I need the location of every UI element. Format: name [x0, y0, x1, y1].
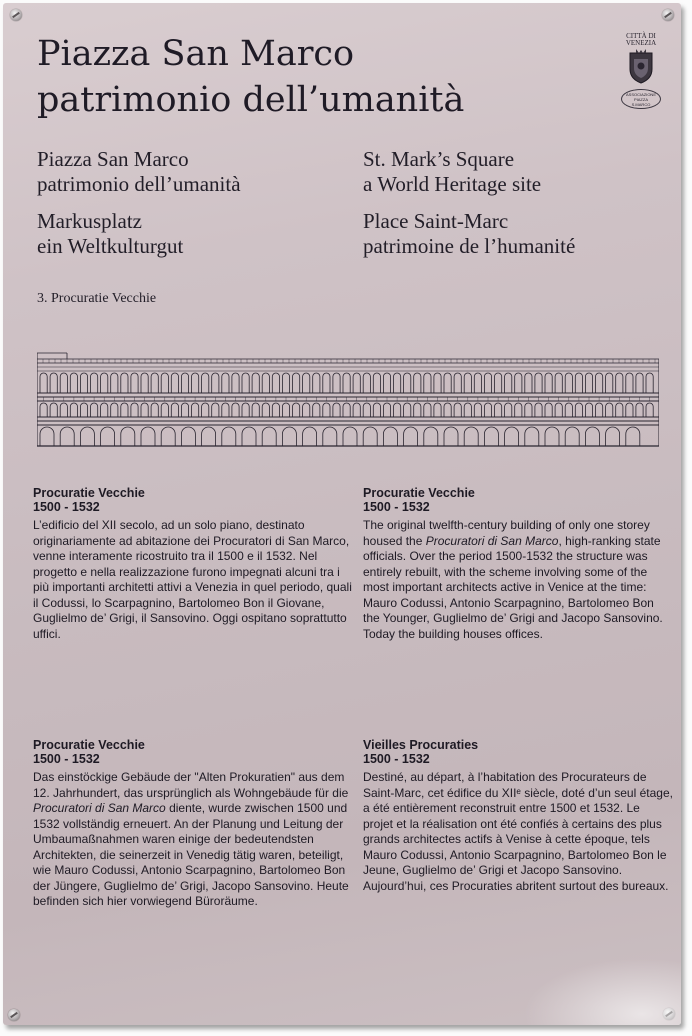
section-body: Destiné, au départ, à l’habitation des Procurateurs de Saint-Marc, cet édifice du XIIᵉ siècle, doté d’un seul étage, a été entièrement reconstruit entre 1500 et 1532. Le projet et la réalisation ont été confiés à certains des plus grands architectes actifs à Venise à cette époque, tels Mauro Codussi, Antonio Scarpagnino, Bartolomeo Bon le Jeune, Guglielmo de’ Grigi et Jacopo Sansovino. Aujourd’hui, ces Procuraties abritent surtout des bureaux.: [363, 770, 673, 893]
subtitle-german: Markusplatz ein Weltkulturgut: [37, 209, 184, 258]
badge-text: S.MARCO: [631, 101, 651, 107]
badge-text: PIAZZA: [633, 96, 648, 102]
section-body: Das einstöckige Gebäude der "Alten Prokuratien" aus dem 12. Jahrhundert, das ursprünglich als Wohngebäude für die Procuratori di San Marco diente, wurde zwischen 1500 und 1532 vollständig erneuert. An der Planung und Leitung der Umbaumaßnahmen waren einige der bedeutendsten Architekten, die seinerzeit in Venedig tätig waren, beteiligt, wie Mauro Codussi, Antonio Scarpagnino, Bartolomeo Bon der Jüngere, Guglielmo de’ Grigi, Jacopo Sansovino. Heute befinden sich hier vorwiegend Büroräume.: [33, 770, 349, 908]
section-years: 1500 - 1532: [363, 752, 430, 766]
information-plaque: [3, 3, 681, 1025]
subtitle-english: St. Mark’s Square a World Heritage site: [363, 147, 542, 196]
plate-number: 3. Procuratie Vecchie: [37, 291, 157, 306]
section-heading: Procuratie Vecchie: [33, 738, 145, 752]
section-heading: Procuratie Vecchie: [33, 486, 145, 500]
emblem-text: CITTÀ DI: [626, 32, 656, 40]
subtitle-italian: Piazza San Marco patrimonio dell’umanità: [37, 147, 241, 196]
screw-icon: [8, 1009, 20, 1021]
section-heading: Vieilles Procuraties: [363, 738, 479, 752]
plaque-title: [37, 31, 464, 123]
emblem-text: VENEZIA: [625, 39, 657, 47]
screw-icon: [662, 9, 674, 21]
screw-icon: [10, 9, 22, 21]
section-italian: [33, 486, 353, 642]
procuratie-vecchie-elevation-drawing: [37, 349, 659, 449]
section-body: L’edificio del XII secolo, ad un solo piano, destinato originariamente ad abitazione dei Procuratori di San Marco, venne interamente ricostruito tra il 1500 e il 1532. Nel progetto e nella realizzazione furono impegnati alcuni tra i più importanti architetti attivi a Venezia in quel periodo, quali il Codussi, lo Scarpagnino, Bartolomeo Bon il Giovane, Guglielmo de’ Grigi, il Sansovino. Oggi ospitano soprattutto uffici.: [33, 518, 352, 641]
section-years: 1500 - 1532: [33, 500, 100, 514]
section-years: 1500 - 1532: [363, 500, 430, 514]
section-english: [363, 486, 673, 642]
section-heading: Procuratie Vecchie: [363, 486, 475, 500]
section-german: [33, 738, 353, 910]
association-badge: [621, 89, 661, 109]
venice-coat-of-arms-icon: [626, 49, 656, 85]
section-body: The original twelfth-century building of only one storey housed the Procuratori di San Marco, high-ranking state officials. Over the period 1500-1532 the structure was entirely rebuilt, with the scheme involving some of the most important architects active in Venice at the time: Mauro Codussi, Antonio Scarpagnino, Bartolomeo Bon the Younger, Guglielmo de’ Grigi and Jacopo Sansovino. Today the building houses offices.: [363, 518, 663, 641]
section-years: 1500 - 1532: [33, 752, 100, 766]
worn-surface: [523, 958, 681, 1025]
subtitle-french: Place Saint-Marc patrimoine de l’humanité: [363, 209, 576, 258]
badge-text: ASSOCIAZIONE: [625, 91, 656, 97]
title-line-2: patrimonio dell’umanità: [37, 80, 465, 120]
title-line-1: Piazza San Marco: [37, 34, 355, 74]
emblem: [611, 33, 671, 109]
section-french: [363, 738, 673, 894]
